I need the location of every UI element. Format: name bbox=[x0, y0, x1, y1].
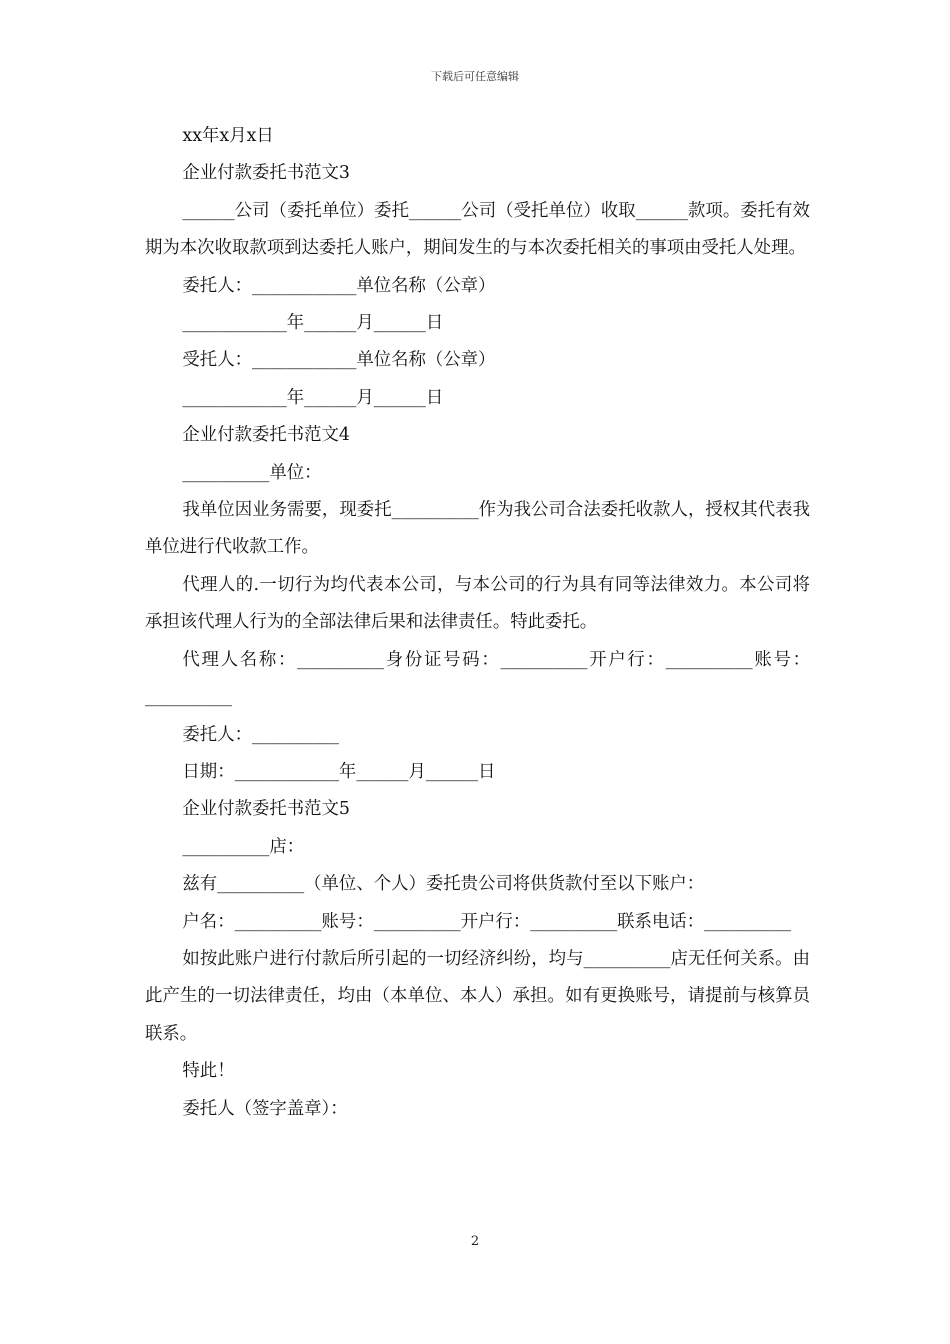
document-body bbox=[145, 118, 810, 1128]
section-4-date-line: 日期：____________年______月______日 bbox=[182, 761, 496, 782]
section-5-closing: 特此！ bbox=[182, 1061, 235, 1082]
page-number: 2 bbox=[470, 1234, 480, 1249]
section-4-body-1: 我单位因业务需要，现委托__________作为我公司合法委托收款人，授权其代表我单位进行代收款工作。 bbox=[145, 500, 810, 558]
section-5-addressee: __________店： bbox=[182, 836, 305, 857]
page-header: 下载后可任意编辑 bbox=[431, 70, 519, 83]
section-title-4: 企业付款委托书范文4 bbox=[182, 425, 350, 446]
section-4-agent-details: 代理人名称：__________身份证号码：__________开户行：__________账号：__________ bbox=[145, 649, 810, 708]
section-4-principal-line: 委托人：__________ bbox=[182, 724, 339, 745]
section-title-5: 企业付款委托书范文5 bbox=[182, 799, 350, 820]
section-3-body: ______公司（委托单位）委托______公司（受托单位）收取______款项。委托有效期为本次收取款项到达委托人账户，期间发生的与本次委托相关的事项由受托人处理。 bbox=[145, 200, 810, 259]
section-5-body-1: 兹有__________（单位、个人）委托贵公司将供货款付至以下账户： bbox=[182, 874, 705, 895]
section-5-account-details: 户名：__________账号：__________开户行：__________联系电话：__________ bbox=[182, 911, 792, 932]
section-3-agent-date: ____________年______月______日 bbox=[182, 387, 444, 408]
section-4-addressee: __________单位： bbox=[182, 462, 322, 483]
section-5-body-2: 如按此账户进行付款后所引起的一切经济纠纷，均与__________店无任何关系。由此产生的一切法律责任，均由（本单位、本人）承担。如有更换账号，请提前与核算员联系。 bbox=[145, 948, 810, 1044]
section-3-agent-line: 受托人：____________单位名称（公章） bbox=[182, 350, 496, 371]
section-title-3: 企业付款委托书范文3 bbox=[182, 163, 350, 184]
section-3-principal-line: 委托人：____________单位名称（公章） bbox=[182, 275, 496, 296]
section-3-principal-date: ____________年______月______日 bbox=[182, 313, 444, 334]
date-line: xx年x月x日 bbox=[182, 126, 274, 146]
section-4-body-2: 代理人的.一切行为均代表本公司，与本公司的行为具有同等法律效力。本公司将承担该代理人行为的全部法律后果和法律责任。特此委托。 bbox=[145, 574, 810, 633]
section-5-signature-line: 委托人（签字盖章）： bbox=[182, 1098, 348, 1119]
